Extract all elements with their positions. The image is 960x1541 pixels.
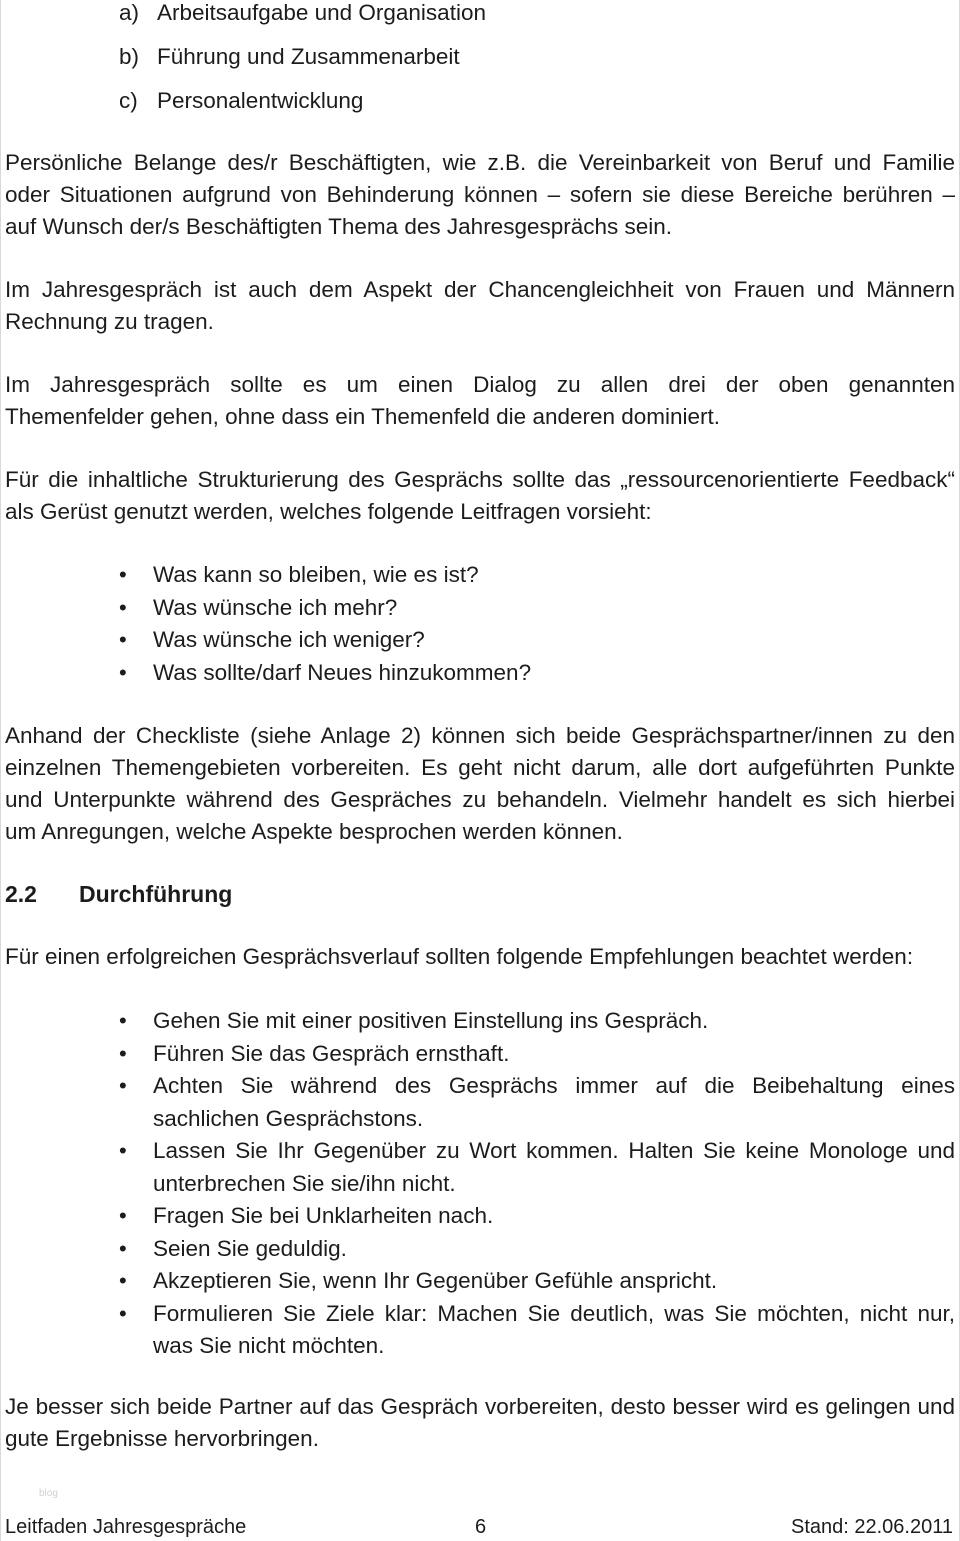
text-line: auf Wunsch der/s Beschäftigten Thema des Jahresgesprächs sein. bbox=[5, 214, 673, 239]
text-line: Für einen erfolgreichen Gesprächsverlauf sollten folgende Empfehlungen beachtet werden: bbox=[5, 944, 914, 969]
bullet-icon: • bbox=[119, 1268, 127, 1293]
text-line: Anhand der Checkliste (siehe Anlage 2) können sich beide Gesprächspartner/innen zu den bbox=[5, 723, 955, 748]
list-item bbox=[1, 1070, 955, 1135]
leitfragen-list bbox=[1, 559, 955, 689]
text-line: gute Ergebnisse hervorbringen. bbox=[5, 1426, 319, 1451]
text-line: und Unterpunkte während des Gespräches zu behandeln. Vielmehr handelt es sich hierbei bbox=[5, 787, 955, 812]
bullet-icon: • bbox=[119, 1203, 127, 1228]
bullet-icon: • bbox=[119, 1235, 127, 1261]
bullet-icon: • bbox=[119, 594, 127, 620]
list-item bbox=[1, 592, 955, 625]
text-line: Für die inhaltliche Strukturierung des Gesprächs sollte das „ressourcenorientierte Feedback“ bbox=[5, 467, 955, 492]
text-line: Themenfelder gehen, ohne dass ein Themenfeld die anderen dominiert. bbox=[5, 404, 721, 429]
paragraph-empfehlungen-intro bbox=[5, 941, 955, 973]
alpha-text: Personalentwicklung bbox=[157, 88, 364, 113]
paragraph-chancengleichheit bbox=[5, 274, 955, 338]
paragraph-persoenliche-belange bbox=[5, 147, 955, 243]
list-item-text: Fragen Sie bei Unklarheiten nach. bbox=[153, 1203, 494, 1228]
list-item-text: Gehen Sie mit einer positiven Einstellung ins Gespräch. bbox=[153, 1008, 709, 1033]
alpha-text: Arbeitsaufgabe und Organisation bbox=[157, 0, 486, 25]
list-item bbox=[1, 559, 955, 592]
list-item-text: Akzeptieren Sie, wenn Ihr Gegenüber Gefühle anspricht. bbox=[153, 1268, 718, 1293]
paragraph-checkliste bbox=[5, 720, 955, 848]
empfehlungen-list bbox=[1, 1005, 955, 1363]
bullet-icon: • bbox=[119, 1040, 127, 1066]
bullet-icon: • bbox=[119, 1138, 127, 1163]
text-line: Im Jahresgespräch ist auch dem Aspekt der Chancengleichheit von Frauen und Männern bbox=[5, 277, 955, 302]
text-line: Rechnung zu tragen. bbox=[5, 309, 214, 334]
list-item bbox=[1, 1298, 955, 1363]
list-item-text: Was wünsche ich mehr? bbox=[153, 594, 398, 620]
section-title: Durchführung bbox=[79, 881, 233, 907]
text-line: Im Jahresgespräch sollte es um einen Dialog zu allen drei der oben genannten bbox=[5, 372, 955, 397]
list-item-text: Was kann so bleiben, wie es ist? bbox=[153, 562, 479, 587]
bullet-icon: • bbox=[119, 1073, 127, 1098]
list-item-text: Was wünsche ich weniger? bbox=[153, 627, 425, 652]
text-line: als Gerüst genutzt werden, welches folgende Leitfragen vorsieht: bbox=[5, 499, 652, 524]
alpha-text: Führung und Zusammenarbeit bbox=[157, 44, 460, 69]
footer-stand: Stand: 22.06.2011 bbox=[791, 1516, 953, 1538]
alpha-label: a) bbox=[119, 0, 140, 25]
text-line: um Anregungen, welche Aspekte besprochen werden können. bbox=[5, 819, 623, 844]
list-item bbox=[1, 657, 955, 690]
footer-title: Leitfaden Jahresgespräche bbox=[5, 1516, 247, 1538]
list-item bbox=[1, 1005, 955, 1038]
list-item-text: Seien Sie geduldig. bbox=[153, 1235, 347, 1261]
footer-page-number: 6 bbox=[475, 1516, 487, 1538]
list-item bbox=[1, 1265, 955, 1298]
paragraph-vorbereitung bbox=[5, 1391, 955, 1455]
bullet-icon: • bbox=[119, 659, 127, 685]
list-item-text: Formulieren Sie Ziele klar: Machen Sie deutlich, was Sie möchten, nicht nur, was Sie nicht möchten. bbox=[153, 1300, 955, 1358]
text-line: Je besser sich beide Partner auf das Gespräch vorbereiten, desto besser wird es gelingen und bbox=[5, 1394, 955, 1419]
bullet-icon: • bbox=[119, 1008, 127, 1033]
list-item bbox=[1, 1200, 955, 1233]
paragraph-dialog bbox=[5, 369, 955, 433]
list-item bbox=[1, 1038, 955, 1071]
list-item-text: Was sollte/darf Neues hinzukommen? bbox=[153, 659, 532, 685]
alpha-label: b) bbox=[119, 44, 140, 69]
list-item-text: Führen Sie das Gespräch ernsthaft. bbox=[153, 1040, 510, 1066]
paragraph-strukturierung bbox=[5, 464, 955, 528]
list-item bbox=[1, 1233, 955, 1266]
bullet-icon: • bbox=[119, 1300, 127, 1326]
list-item bbox=[1, 1135, 955, 1200]
watermark: blog bbox=[39, 1488, 58, 1499]
text-line: oder Situationen aufgrund von Behinderung können – sofern sie diese Bereiche berühren – bbox=[5, 182, 955, 207]
bullet-icon: • bbox=[119, 562, 127, 587]
list-item-text: Achten Sie während des Gesprächs immer auf die Beibehaltung eines sachlichen Gesprächstons. bbox=[153, 1073, 955, 1131]
bullet-icon: • bbox=[119, 627, 127, 652]
text-line: Persönliche Belange des/r Beschäftigten, wie z.B. die Vereinbarkeit von Beruf und Familie bbox=[5, 150, 955, 175]
alpha-label: c) bbox=[119, 88, 138, 113]
text-line: einzelnen Themengebieten vorbereiten. Es geht nicht darum, alle dort aufgeführten Punkte bbox=[5, 755, 955, 780]
section-number: 2.2 bbox=[5, 881, 37, 907]
list-item bbox=[1, 624, 955, 657]
list-item-text: Lassen Sie Ihr Gegenüber zu Wort kommen. Halten Sie keine Monologe und unterbrechen Sie sie/ihn nicht. bbox=[153, 1138, 955, 1196]
